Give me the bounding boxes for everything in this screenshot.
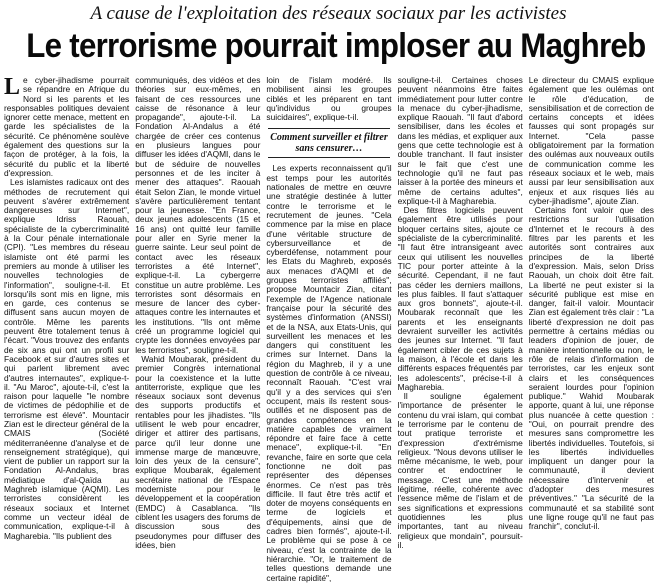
article-paragraph: loin de l'islam modéré. Ils mobilisent ainsi les groupes ciblés et les préparent en tant qu'individus ou groupes suicidaires", explique-t-il.	[266, 75, 392, 123]
article-paragraph: Le directeur du CMAIS explique également que les oulémas ont le rôle d'éducation, de sensibilisation et de correction de certains concepts et idées fausses qui sont propagés sur Internet. "Cela passe obligatoirement par la formation des oulémas aux nouveaux outils de communication comme les réseaux sociaux et le web, mais aussi par leur sensibilisation aux enjeux et aux risques liés au cyber-jihadisme", ajoute Zian.	[528, 75, 654, 206]
article-paragraph: Les islamistes radicaux ont des méthodes de recrutement qui peuvent s'avérer extrêmement dangereuses sur Internet", explique Idriss Raouah, spécialiste de la cybercriminalité à la Cour pénale internationale (CPI). "Les membres du réseau islamiste ont été parmi les premiers au monde à utiliser les nouvelles technologies de l'information", souligne-t-il. Et lorsqu'ils sont mis en ligne, mis en garde, ces contenus se diffusent sans aucun moyen de contrôle. Même les parents peuvent être totalement tenus à l'écart. "Vous trouvez des enfants de six ans qui ont un profil sur Facebook et sur d'autres sites et qui parlent librement avec d'autres internautes", explique-t-il. "Au Maroc", ajoute-t-il, c'est la raison pour laquelle "le nombre de victimes de pédophilie et de terrorisme est élevé". Mountacir Zian est le directeur général de la CMAIS (Société méditerranéenne d'analyse et de renseignement stratégique), qui vient de publier un rapport sur la Fondation Al-Andalus, bras médiatique d'al-Qaïda au Maghreb islamique (AQMI). Les terroristes considèrent les réseaux sociaux et Internet comme un vecteur idéal de communication, explique-t-il à Magharebia. "Ils publient des	[4, 177, 130, 541]
drop-cap: L	[4, 74, 21, 100]
article-column-5	[529, 76, 654, 583]
article-paragraph: souligne-t-il. Certaines choses peuvent néanmoins être faites immédiatement pour lutter contre la menace du cyber-jihadisme, explique Raouah. "Il faut d'abord sensibiliser, dans les écoles et dans les médias, et expliquer aux gens que cette technologie est à double tranchant. Il faut insister sur le fait que c'est une technologie qu'il ne faut pas laisser à la portée des mineurs et même de certains adultes", explique-t-il à Magharebia.	[397, 75, 523, 206]
article-paragraph: Des filtres logiciels peuvent également être utilisés pour bloquer certains sites, ajoute ce spécialiste de la cybercriminalité. "Il faut être intransigeant avec ceux qui utilisent les nouvelles TIC pour porter atteinte à la sécurité. Cependant, il ne faut pas céder les derniers maillons, les plus faibles. Il faut s'attaquer aux gros bonnets", ajoute-t-il. Moubarak reconnaît que les parents et les enseignants devraient surveiller les activités des jeunes sur Internet. "Il faut également cibler de ces sujets à la maison, à l'école et dans les différents espaces fréquentés par les adolescents", précise-t-il à Magharebia.	[397, 205, 523, 392]
article-column-4	[398, 76, 523, 583]
article-paragraph: Les experts reconnaissent qu'il est temps pour les autorités nationales de mettre en œuvre une stratégie destinée à lutter contre le terrorisme et le recrutement de jeunes. "Cela commence par la mise en place d'une véritable structure de cybersurveillance et de cyberdéfense, notamment pour les Etats du Maghreb, exposés aux menaces d'AQMI et de groupes terroristes affiliés", propose Mountacir Zian, citant l'exemple de l'Agence nationale française pour la sécurité des systèmes d'information (ANSSI) et de la NSA, aux Etats-Unis, qui surveillent les menaces et les dangers qui constituent les crimes sur Internet. Dans la région du Maghreb, il y a une question de contrôle à ce niveau, reconnaît Raouah. "C'est vrai qu'il y a des services qui s'en occupent, mais ils restent sous-outillés et ne disposent pas de grandes compétences en la matière capables de vraiment répondre et faire face à cette menace", explique-t-il. "En revanche, faire en sorte que cela fonctionne ne doit pas représenter des dépenses énormes. Ce n'est pas très difficile. Il faut être très actif et doter de moyens conséquents en terme de logiciels et d'équipements, ainsi que de cadres bien formés", ajoute-t-il. Le problème qui se pose à ce niveau, c'est la contrainte de la hiérarchie. "Or, le traitement de telles questions demande une certaine rapidité",	[266, 163, 392, 583]
article-body	[4, 74, 654, 583]
article-paragraph: Certains font valoir que des restrictions sur l'utilisation d'Internet et le recours à des filtres par les parents et les autorités sont contraires aux principes de la liberté d'expression. Mais, selon Driss Raouah, un choix doit être fait. La liberté ne peut exister si la sécurité publique est mise en danger, fait-il valoir. Mountacir Zian est également très clair : "La liberté d'expression ne doit pas permettre à certains médias ou leaders d'opinion de jouer, de manière intentionnelle ou non, le rôle de relais d'information de terroristes, car les enjeux sont clairs et les conséquences seraient lourdes pour l'opinion publique." Wahid Moubarak apporte, quant à lui, une réponse plus nuancée à cette question : "Oui, on pourrait prendre des mesures sans compromettre les libertés individuelles. Toutefois, si les libertés individuelles impliquent un danger pour la communauté, il devient nécessaire d'intervenir et d'adopter des mesures préventives." "La sécurité de la communauté et sa stabilité sont une ligne rouge qu'il ne faut pas franchir", conclut-il.	[528, 205, 654, 532]
article-subhead: Comment surveiller et filtrer sans censurer…	[268, 128, 389, 158]
paragraph-text: e cyber-jihadisme pourrait se répandre en Afrique du Nord si les parents et les responsables politiques devaient ignorer cette menace, mettent en garde les spécialistes de la sécurité. Ce phénomène soulève également des questions sur la façon de protéger, à la fois, la sécurité du public et la liberté d'expression.	[4, 75, 130, 178]
article-paragraph: Il souligne également l'importance de présenter le contenu du vrai islam, qui combat le terrorisme par le contenu de tout pratique terroriste et d'expression d'extrémisme religieux. "Nous devons utiliser le même mécanisme, le web, pour contrer et endoctriner le message. C'est une méthode légitime, réelle, cohérente avec l'essence même de l'islam et de ses significations et expressions quotidiennes les plus importantes, tant au niveau religieux que mondain", poursuit-il.	[397, 391, 523, 550]
article-column-2	[135, 76, 260, 583]
article-column-3	[266, 76, 391, 583]
article-column-1	[4, 76, 129, 583]
article-paragraph	[4, 76, 129, 178]
article-headline: Le terrorisme pourrait imploser au Maghreb	[26, 27, 646, 65]
article-paragraph: Wahid Moubarak, président du premier Congrès international pour la coexistence et la lutte antiterroriste, explique que les réseaux sociaux sont devenus des supports productifs et rentables pour les jihadistes. "Ils utilisent le web pour encadrer, diriger et attirer des partisans, parce qu'il leur donne une immense marge de manœuvre, loin des yeux de la censure", explique Moubarak, également secrétaire national de l'Espace moderniste pour le développement et la coopération (EMDC) à Casablanca. "Ils ciblent les usagers des forums de discussion sous des pseudonymes pour diffuser des idées, bien	[135, 353, 261, 550]
article-paragraph: communiqués, des vidéos et des théories sur eux-mêmes, en faisant de ces ressources une caisse de résonance à leur propagande", ajoute-t-il. La Fondation Al-Andalus a été chargée de créer ces contenus en plusieurs langues pour diffuser les idées d'AQMI, dans le but de séduire de nouvelles personnes et de les inciter à mener des attaques". Raouah était Selon Zian, le monde virtuel s'avère particulièrement tentant pour la jeunesse. "En France, deux jeunes adolescents (15 et 16 ans) ont quitté leur famille pour aller en Syrie mener la guerre sainte. Leur seul point de contact avec les réseaux terroristes a été Internet", explique-t-il. La cybergerre constitue un autre problème. Les terroristes sont désormais en mesure de lancer des cyber-attaques contre les internautes et les institutions. "Ils ont même créé un programme logiciel qui crypte les données envoyées par les terroristes", souligne-t-il.	[135, 75, 261, 355]
article-kicker: A cause de l'exploitation des réseaux sociaux par les activistes	[90, 3, 567, 24]
